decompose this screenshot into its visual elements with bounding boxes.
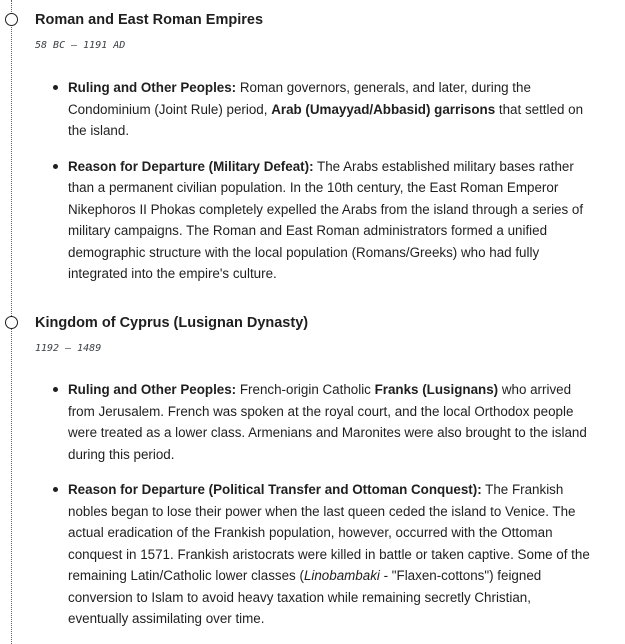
point-label: Reason for Departure (Military Defeat): — [68, 158, 314, 174]
list-item — [68, 479, 593, 630]
point-text: who arrived from Jerusalem. French was spoken at the royal court, and the local Orthodox people were treated as a lower class. Armenians and Maronites were also brought to the island during this period. — [68, 382, 587, 462]
point-label: Ruling and Other Peoples: — [68, 382, 237, 397]
entry-date: 58 BC – 1191 AD — [35, 40, 126, 51]
list-item — [68, 77, 593, 142]
point-text: that settled on the island. — [68, 101, 584, 138]
timeline-circle-icon — [5, 13, 18, 26]
point-emphasis: Franks (Lusignans) — [374, 382, 499, 397]
point-label: Ruling and Other Peoples: — [68, 80, 237, 95]
point-emphasis: Arab (Umayyad/Abbasid) garrisons — [271, 101, 496, 117]
entry-date: 1192 – 1489 — [35, 343, 102, 354]
point-term: Linobambaki — [303, 568, 380, 583]
point-text: French-origin Catholic — [236, 382, 375, 397]
list-item — [68, 156, 593, 285]
list-item — [68, 379, 593, 465]
entry-title: Roman and East Roman Empires — [35, 12, 264, 28]
point-label: Reason for Departure (Political Transfer and Ottoman Conquest): — [68, 482, 482, 497]
point-text: Roman governors, generals, and later, during the Condominium (Joint Rule) period, — [68, 80, 531, 117]
point-text: The Frankish nobles began to lose their power when the last queen ceded the island to Venice. The actual eradication of the Frankish population, however, occurred with the Ottoman conquest in 1571. Frankish aristocrats were killed in battle or taken captive. Some of the remaining Latin/Catholic lower classes ( — [68, 482, 590, 583]
entry-title: Kingdom of Cyprus (Lusignan Dynasty) — [35, 315, 309, 331]
point-text: The Arabs established military bases rather than a permanent civilian population. In the 10th century, the East Roman Emperor Nikephoros II Phokas completely expelled the Arabs from the island through a series of military campaigns. The Roman and East Roman administrators formed a unified demographic structure with the local population (Romans/Greeks) who had fully integrated into the empire's culture. — [68, 158, 584, 281]
timeline-circle-icon — [5, 316, 18, 329]
entry-points — [68, 379, 593, 630]
entry-points — [68, 77, 593, 285]
point-text: - "Flaxen-cottons") feigned conversion to Islam to avoid heavy taxation while remaining secretly Christian, eventually assimilating over time. — [68, 568, 542, 626]
